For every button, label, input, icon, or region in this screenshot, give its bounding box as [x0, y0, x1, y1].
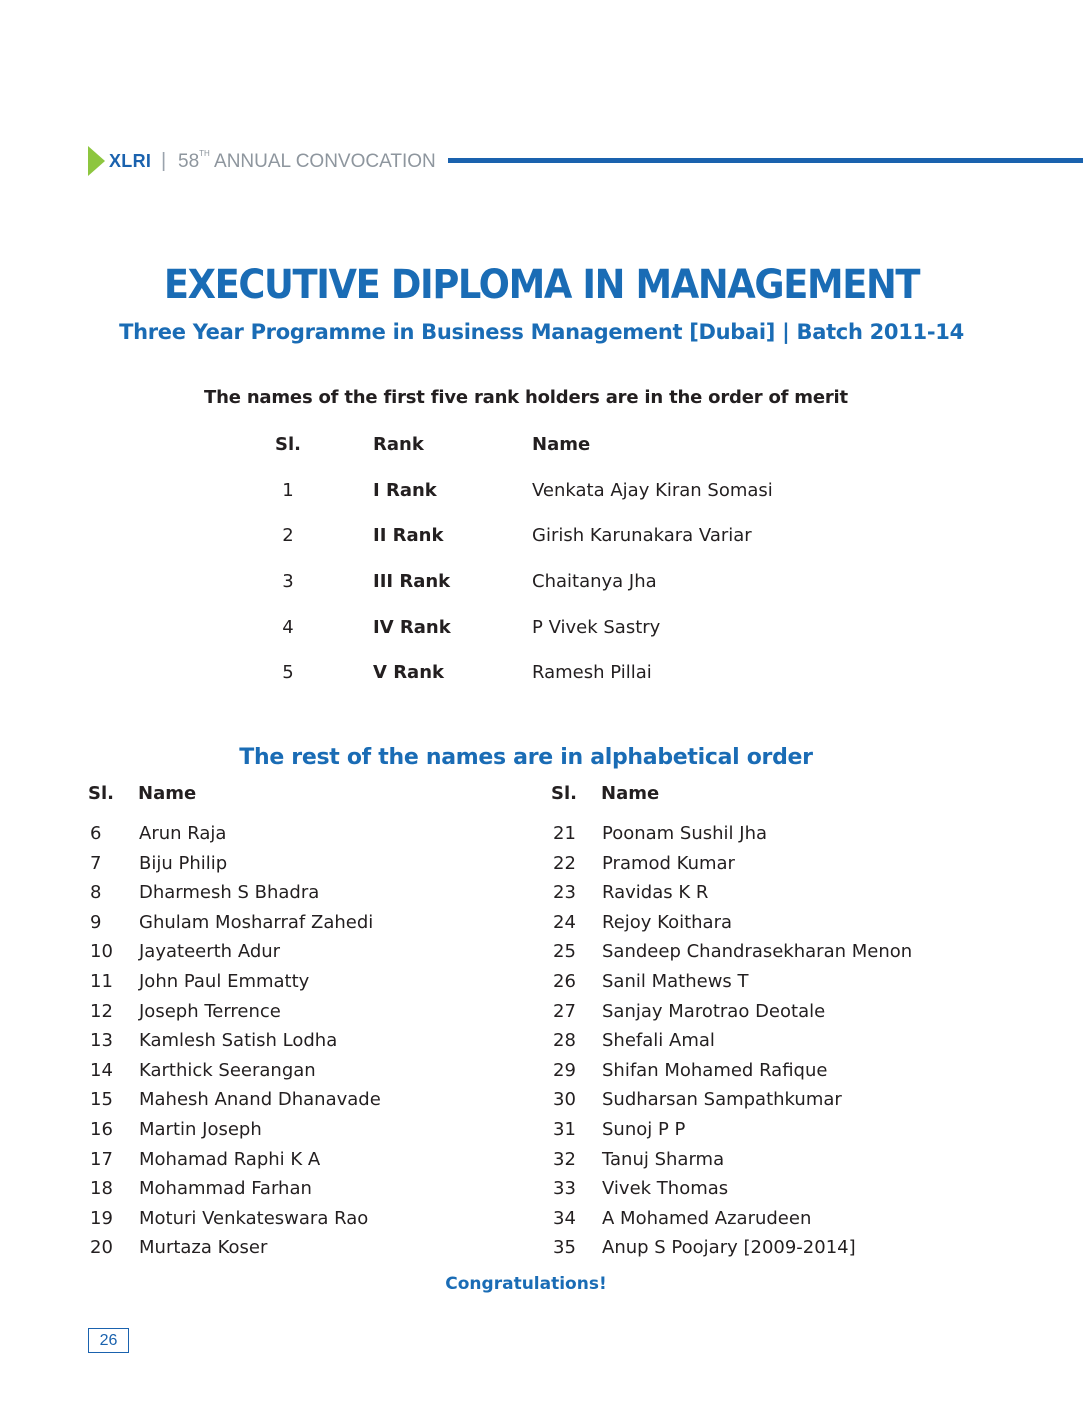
item-name: John Paul Emmatty	[139, 970, 310, 992]
item-name: Moturi Venkateswara Rao	[139, 1207, 369, 1229]
item-sl: 29	[553, 1059, 576, 1081]
header-name: Name	[532, 434, 591, 455]
brand-logo-text: XLRI	[109, 151, 152, 171]
item-sl: 27	[553, 1000, 576, 1022]
item-name: Murtaza Koser	[139, 1237, 268, 1259]
item-name: Arun Raja	[139, 823, 227, 844]
item-sl: 35	[553, 1237, 576, 1259]
rank-row	[0, 480, 1083, 504]
item-name: Poonam Sushil Jha	[602, 823, 768, 844]
item-sl: 25	[553, 941, 576, 963]
list-header-name: Name	[601, 783, 660, 804]
item-sl: 33	[553, 1178, 576, 1200]
congratulations-text: Congratulations!	[445, 1274, 607, 1294]
item-sl: 9	[90, 911, 102, 933]
rank-row	[0, 617, 1083, 641]
item-name: Sudharsan Sampathkumar	[602, 1089, 842, 1111]
item-sl: 20	[90, 1237, 113, 1259]
item-name: Sanjay Marotrao Deotale	[602, 1000, 826, 1022]
item-name: Tanuj Sharma	[602, 1148, 725, 1170]
rank-holder-name: Girish Karunakara Variar	[532, 525, 752, 546]
item-name: Anup S Poojary [2009-2014]	[602, 1237, 856, 1259]
item-sl: 15	[90, 1089, 113, 1111]
item-name: Pramod Kumar	[602, 852, 735, 874]
rank-label: V Rank	[373, 662, 444, 683]
header-rank: Rank	[373, 434, 424, 455]
rank-holder-name: P Vivek Sastry	[532, 617, 661, 638]
item-name: Ghulam Mosharraf Zahedi	[139, 911, 374, 933]
rank-holder-name: Ramesh Pillai	[532, 662, 652, 683]
item-sl: 21	[553, 823, 576, 844]
item-name: Sunoj P P	[602, 1118, 686, 1140]
header-rule	[448, 158, 1083, 163]
header-separator: |	[161, 150, 167, 172]
rank-row	[0, 662, 1083, 686]
item-name: Shefali Amal	[602, 1030, 715, 1052]
item-sl: 13	[90, 1030, 113, 1052]
item-sl: 14	[90, 1059, 113, 1081]
item-sl: 7	[90, 852, 102, 874]
merit-note: The names of the first five rank holders are in the order of merit	[204, 387, 848, 408]
item-sl: 17	[90, 1148, 113, 1170]
page-header	[88, 146, 1083, 176]
item-name: Mahesh Anand Dhanavade	[139, 1089, 381, 1111]
item-name: Mohamad Raphi K A	[139, 1148, 321, 1170]
item-sl: 31	[553, 1118, 576, 1140]
item-sl: 23	[553, 882, 576, 904]
item-sl: 30	[553, 1089, 576, 1111]
item-name: Sanil Mathews T	[602, 970, 749, 992]
rank-label: I Rank	[373, 480, 437, 501]
list-header-sl: Sl.	[551, 783, 577, 804]
item-name: Biju Philip	[139, 852, 228, 874]
item-name: Jayateerth Adur	[139, 941, 281, 963]
item-name: Rejoy Koithara	[602, 911, 733, 933]
item-sl: 11	[90, 970, 113, 992]
item-name: Dharmesh S Bhadra	[139, 882, 320, 904]
rank-sl: 2	[282, 525, 294, 546]
rank-label: II Rank	[373, 525, 444, 546]
item-name: Martin Joseph	[139, 1118, 262, 1140]
item-sl: 22	[553, 852, 576, 874]
item-sl: 32	[553, 1148, 576, 1170]
item-name: Kamlesh Satish Lodha	[139, 1030, 338, 1052]
rank-sl: 4	[282, 617, 294, 638]
list-header-sl: Sl.	[88, 783, 114, 804]
xlri-arrow-icon	[88, 146, 105, 176]
rank-sl: 1	[282, 480, 294, 501]
rank-label: IV Rank	[373, 617, 451, 638]
rank-table-header	[0, 434, 1083, 458]
rank-sl: 3	[282, 571, 294, 592]
item-sl: 34	[553, 1207, 576, 1229]
item-sl: 6	[90, 823, 102, 844]
page-subtitle: Three Year Programme in Business Management [Dubai] | Batch 2011-14	[119, 320, 964, 344]
rank-row	[0, 525, 1083, 549]
rank-holder-name: Chaitanya Jha	[532, 571, 657, 592]
item-name: Vivek Thomas	[602, 1178, 729, 1200]
item-sl: 18	[90, 1178, 113, 1200]
alphabetical-heading: The rest of the names are in alphabetical order	[239, 745, 813, 770]
convocation-superscript: TH	[199, 148, 210, 158]
item-sl: 19	[90, 1207, 113, 1229]
rank-sl: 5	[282, 662, 294, 683]
item-sl: 26	[553, 970, 576, 992]
item-name: A Mohamed Azarudeen	[602, 1207, 812, 1229]
item-name: Karthick Seerangan	[139, 1059, 316, 1081]
convocation-label	[178, 148, 436, 173]
header-sl: Sl.	[275, 434, 301, 455]
convocation-event: ANNUAL CONVOCATION	[209, 151, 436, 172]
list-header-name: Name	[138, 783, 197, 804]
item-sl: 28	[553, 1030, 576, 1052]
item-sl: 24	[553, 911, 576, 933]
rank-holder-name: Venkata Ajay Kiran Somasi	[532, 480, 773, 501]
item-name: Ravidas K R	[602, 882, 709, 904]
item-sl: 8	[90, 882, 102, 904]
convocation-number: 58	[178, 151, 200, 172]
item-name: Joseph Terrence	[139, 1000, 281, 1022]
item-name: Sandeep Chandrasekharan Menon	[602, 941, 913, 963]
item-name: Mohammad Farhan	[139, 1178, 312, 1200]
page-title: EXECUTIVE DIPLOMA IN MANAGEMENT	[163, 262, 920, 308]
item-sl: 10	[90, 941, 113, 963]
item-sl: 12	[90, 1000, 113, 1022]
page-number: 26	[88, 1328, 129, 1353]
item-sl: 16	[90, 1118, 113, 1140]
item-name: Shifan Mohamed Rafique	[602, 1059, 828, 1081]
rank-label: III Rank	[373, 571, 451, 592]
rank-row	[0, 571, 1083, 595]
